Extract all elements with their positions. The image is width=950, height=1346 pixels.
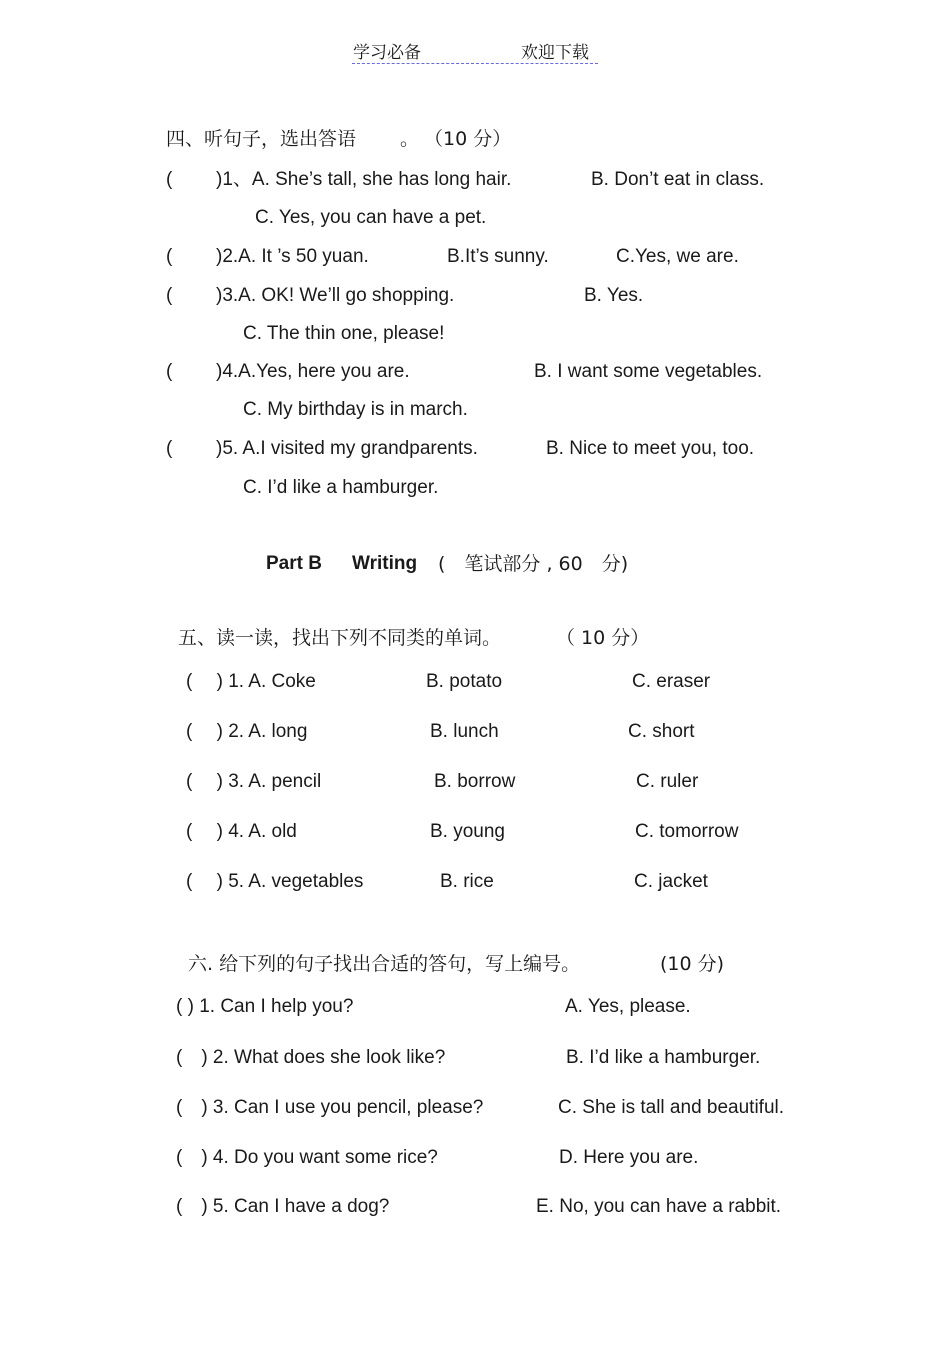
s6-a3: C. She is tall and beautiful. — [558, 1097, 785, 1118]
s5-q2-a: ( ) 2. A. long — [186, 721, 308, 742]
s4-q5-c: C. I’d like a hamburger. — [243, 477, 439, 498]
s6-q2: ( ) 2. What does she look like? — [176, 1047, 446, 1068]
s4-q2-a: )2.A. It ’s 50 yuan. — [216, 246, 369, 267]
s4-q4-paren: ( — [166, 361, 173, 382]
s5-q3-b: B. borrow — [434, 771, 516, 792]
s5-q3-a: ( ) 3. A. pencil — [186, 771, 322, 792]
s6-q5: ( ) 5. Can I have a dog? — [176, 1196, 390, 1217]
s5-q5-c: C. jacket — [634, 871, 708, 892]
s6-a5: E. No, you can have a rabbit. — [536, 1196, 782, 1217]
section4-score: （10 分） — [424, 128, 512, 150]
s4-q1-a: )1、A. She’s tall, she has long hair. — [216, 169, 512, 190]
header-left-text: 学习必备 — [353, 43, 421, 63]
s5-q2-b: B. lunch — [430, 721, 499, 742]
section6-title: 六. 给下列的句子找出合适的答句，写上编号。 — [188, 953, 581, 975]
s6-q3: ( ) 3. Can I use you pencil, please? — [176, 1097, 484, 1118]
s5-q4-b: B. young — [430, 821, 505, 842]
s5-q4-c: C. tomorrow — [635, 821, 739, 842]
partb-detail: ( 笔试部分 , 60 分) — [438, 553, 629, 575]
section4-title: 四、听句子，选出答语 — [166, 128, 357, 150]
s4-q4-c: C. My birthday is in march. — [243, 399, 468, 420]
s4-q5-b: B. Nice to meet you, too. — [546, 438, 755, 459]
section6-score: (10 分) — [660, 953, 725, 975]
s4-q4-b: B. I want some vegetables. — [534, 361, 763, 382]
s6-a1: A. Yes, please. — [565, 996, 691, 1017]
s4-q5-paren: ( — [166, 438, 173, 459]
s4-q5-a: )5. A.I visited my grandparents. — [216, 438, 478, 459]
s4-q4-a: )4.A.Yes, here you are. — [216, 361, 410, 382]
partb-writing: Writing — [352, 553, 418, 574]
s5-q1-c: C. eraser — [632, 671, 711, 692]
s4-q1-paren: ( — [166, 169, 173, 190]
s4-q3-c: C. The thin one, please! — [243, 323, 445, 344]
section5-score: （ 10 分） — [556, 627, 650, 649]
s4-q1-c: C. Yes, you can have a pet. — [255, 207, 487, 228]
s4-q2-paren: ( — [166, 246, 173, 267]
s5-q5-a: ( ) 5. A. vegetables — [186, 871, 364, 892]
partb-label: Part B — [266, 553, 322, 574]
s4-q1-b: B. Don’t eat in class. — [591, 169, 765, 190]
section4-title-mark: 。 — [400, 128, 420, 150]
s5-q2-c: C. short — [628, 721, 695, 742]
s6-a2: B. I’d like a hamburger. — [566, 1047, 761, 1068]
s5-q1-a: ( ) 1. A. Coke — [186, 671, 316, 692]
section5-title: 五、读一读，找出下列不同类的单词。 — [178, 627, 502, 649]
header-right-text: 欢迎下载 — [521, 43, 589, 63]
s4-q3-a: )3.A. OK! We’ll go shopping. — [216, 285, 455, 306]
s4-q2-c: C.Yes, we are. — [616, 246, 739, 267]
s4-q3-paren: ( — [166, 285, 173, 306]
s4-q2-b: B.It’s sunny. — [447, 246, 549, 267]
s6-q4: ( ) 4. Do you want some rice? — [176, 1147, 438, 1168]
s6-q1: ( ) 1. Can I help you? — [176, 996, 354, 1017]
s5-q3-c: C. ruler — [636, 771, 699, 792]
s5-q1-b: B. potato — [426, 671, 503, 692]
s5-q4-a: ( ) 4. A. old — [186, 821, 297, 842]
header-divider — [352, 63, 598, 64]
s5-q5-b: B. rice — [440, 871, 494, 892]
s4-q3-b: B. Yes. — [584, 285, 644, 306]
s6-a4: D. Here you are. — [559, 1147, 699, 1168]
